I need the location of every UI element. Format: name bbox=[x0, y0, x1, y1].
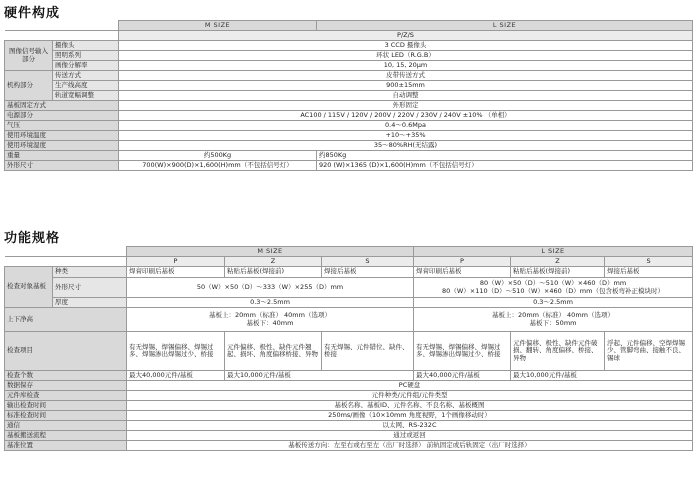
hw-value: 900±15mm bbox=[119, 81, 693, 91]
fn-subcol: S bbox=[605, 257, 693, 267]
hardware-section-title: 硬件构成 bbox=[4, 6, 61, 21]
fn-label-thick: 厚度 bbox=[53, 298, 127, 308]
hw-col-m: M SIZE bbox=[119, 21, 317, 31]
fn-label-std: 标准检查时间 bbox=[5, 411, 127, 421]
fn-count: 最大10,000元件/基板 bbox=[225, 371, 414, 381]
fn-label-out: 输出检查时间 bbox=[5, 401, 127, 411]
fn-label-target: 检查对象基板 bbox=[5, 267, 53, 308]
fn-clear-l1: 基板上：20mm（标准） 40mm（选项） bbox=[492, 311, 614, 320]
fn-type: 粘贴后基板(焊接前) bbox=[225, 267, 322, 278]
fn-std: 250ms/画像（10×10mm 角度视野，1个画像移动时） bbox=[127, 411, 693, 421]
fn-subcol: Z bbox=[511, 257, 605, 267]
hw-label: 电源部分 bbox=[5, 111, 119, 121]
fn-type: 焊接后基板 bbox=[605, 267, 693, 278]
fn-thick-l: 0.3～2.5mm bbox=[414, 298, 693, 308]
fn-size-l1: 80（W）×50（D）～510（W）×460（D）mm bbox=[479, 279, 627, 288]
fn-label-type: 种类 bbox=[53, 267, 127, 278]
fn-label-count: 检查个数 bbox=[5, 371, 127, 381]
hw-value: 10, 15, 20μm bbox=[119, 61, 693, 71]
function-spec-table bbox=[4, 246, 693, 451]
fn-type: 粘贴后基板(焊接前) bbox=[511, 267, 605, 278]
fn-type: 焊接后基板 bbox=[322, 267, 414, 278]
fn-type: 焊膏印刷后基板 bbox=[414, 267, 511, 278]
fn-out: 基板名称、基板ID、元件名称、不良名称、基板概图 bbox=[127, 401, 693, 411]
fn-comm: 以太网、RS-232C bbox=[127, 421, 693, 431]
function-section-title: 功能规格 bbox=[4, 231, 61, 246]
fn-items: 有无焊锡、焊锡偏移、焊锡过多、焊锡渗出焊锡过少、桥接 bbox=[414, 332, 511, 371]
fn-clear-m2: 基板下：40mm bbox=[246, 318, 294, 327]
hw-value: 3 CCD 摄像头 bbox=[119, 41, 693, 51]
fn-subcol: S bbox=[322, 257, 414, 267]
hw-label-image: 图像信号输入部分 bbox=[5, 41, 53, 71]
fn-clear-m1: 基板上：20mm（标准） 40mm（选项） bbox=[209, 311, 331, 320]
hw-sub-label: 生产线高度 bbox=[53, 81, 119, 91]
hw-label: 气压 bbox=[5, 121, 119, 131]
hw-type-row: P/Z/S bbox=[119, 31, 693, 41]
fn-label-comm: 通信 bbox=[5, 421, 127, 431]
hw-value-m: 700(W)×900(D)×1,600(H)mm（不包括信号灯） bbox=[119, 161, 317, 171]
hw-label: 使用环境温度 bbox=[5, 131, 119, 141]
hw-label: 重量 bbox=[5, 151, 119, 161]
fn-items: 有无焊锡、元件错位、缺件、桥接 bbox=[322, 332, 414, 371]
fn-count: 最大40,000元件/基板 bbox=[414, 371, 511, 381]
fn-label-save: 数据保存 bbox=[5, 381, 127, 391]
fn-size-l bbox=[414, 278, 693, 298]
fn-lib: 元件种类/元件组/元件类型 bbox=[127, 391, 693, 401]
hw-label: 外形尺寸 bbox=[5, 161, 119, 171]
fn-count: 最大10,000元件/基板 bbox=[511, 371, 693, 381]
fn-items: 浮起、元件偏移、空焊焊锡少、管脚弯曲、接触不良、锡球 bbox=[605, 332, 693, 371]
hw-value: AC100 / 115V / 120V / 200V / 220V / 230V / 240V ±10% （单相） bbox=[119, 111, 693, 121]
hw-value-m: 约500Kg bbox=[119, 151, 317, 161]
hw-col-l: L SIZE bbox=[317, 21, 693, 31]
fn-clear-l2: 基板下：50mm bbox=[529, 318, 577, 327]
fn-items: 元件偏移、极性、缺件元件破损、翻转、角度偏移、桥接、异物 bbox=[511, 332, 605, 371]
fn-type: 焊膏印刷后基板 bbox=[127, 267, 225, 278]
hw-sub-label: 传送方式 bbox=[53, 71, 119, 81]
fn-save: PC硬盘 bbox=[127, 381, 693, 391]
fn-flow: 通过或返回 bbox=[127, 431, 693, 441]
fn-thick-m: 0.3～2.5mm bbox=[127, 298, 414, 308]
fn-subcol: P bbox=[127, 257, 225, 267]
hw-value: 35～80%RH(无结露) bbox=[119, 141, 693, 151]
fn-size-l2: 80（W）×110（D）～510（W）×460（D）mm（包含板弯补正模块时） bbox=[442, 286, 664, 295]
hw-sub-label: 摄像头 bbox=[53, 41, 119, 51]
fn-size-m: 50（W）×50（D）～333（W）×255（D）mm bbox=[127, 278, 414, 298]
hw-label: 基板固定方式 bbox=[5, 101, 119, 111]
fn-subcol: Z bbox=[225, 257, 322, 267]
hw-label: 使用环境湿度 bbox=[5, 141, 119, 151]
fn-label-flow: 基板搬送流程 bbox=[5, 431, 127, 441]
fn-label-pos: 基准位置 bbox=[5, 441, 127, 451]
fn-pos: 基板传送方向：左至右或右至左（出厂时选择） 前轨固定或后轨固定（出厂时选择） bbox=[127, 441, 693, 451]
hardware-spec-table bbox=[4, 20, 693, 171]
hw-value: 皮带传送方式 bbox=[119, 71, 693, 81]
hw-label-mechanism: 机构部分 bbox=[5, 71, 53, 101]
fn-col-l: L SIZE bbox=[414, 247, 693, 257]
hw-value: +10～+35% bbox=[119, 131, 693, 141]
hw-value-l: 920 (W)×1365 (D)×1,600(H)mm（不包括信号灯） bbox=[317, 161, 693, 171]
fn-label-items: 检查项目 bbox=[5, 332, 127, 371]
fn-count: 最大40,000元件/基板 bbox=[127, 371, 225, 381]
fn-clear-l bbox=[414, 308, 693, 332]
fn-items: 元件偏移、极性、缺件元件翘起、损坏、角度偏移桥接、异物 bbox=[225, 332, 322, 371]
hw-sub-label: 照明系列 bbox=[53, 51, 119, 61]
fn-col-m: M SIZE bbox=[127, 247, 414, 257]
fn-clear-m bbox=[127, 308, 414, 332]
hw-value: 自动调整 bbox=[119, 91, 693, 101]
fn-subcol: P bbox=[414, 257, 511, 267]
fn-items: 有无焊锡、焊锡偏移、焊锡过多、焊锡渗出焊锡过少、桥接 bbox=[127, 332, 225, 371]
fn-label-clear: 上下净高 bbox=[5, 308, 127, 332]
hw-value: 外形固定 bbox=[119, 101, 693, 111]
hw-value: 环状 LED（R.G.B） bbox=[119, 51, 693, 61]
fn-label-size: 外形尺寸 bbox=[53, 278, 127, 298]
fn-label-lib: 元件库检查 bbox=[5, 391, 127, 401]
hw-value: 0.4～0.6Mpa bbox=[119, 121, 693, 131]
hw-sub-label: 画像分解率 bbox=[53, 61, 119, 71]
hw-sub-label: 轨道宽幅调整 bbox=[53, 91, 119, 101]
hw-value-l: 约850Kg bbox=[317, 151, 693, 161]
